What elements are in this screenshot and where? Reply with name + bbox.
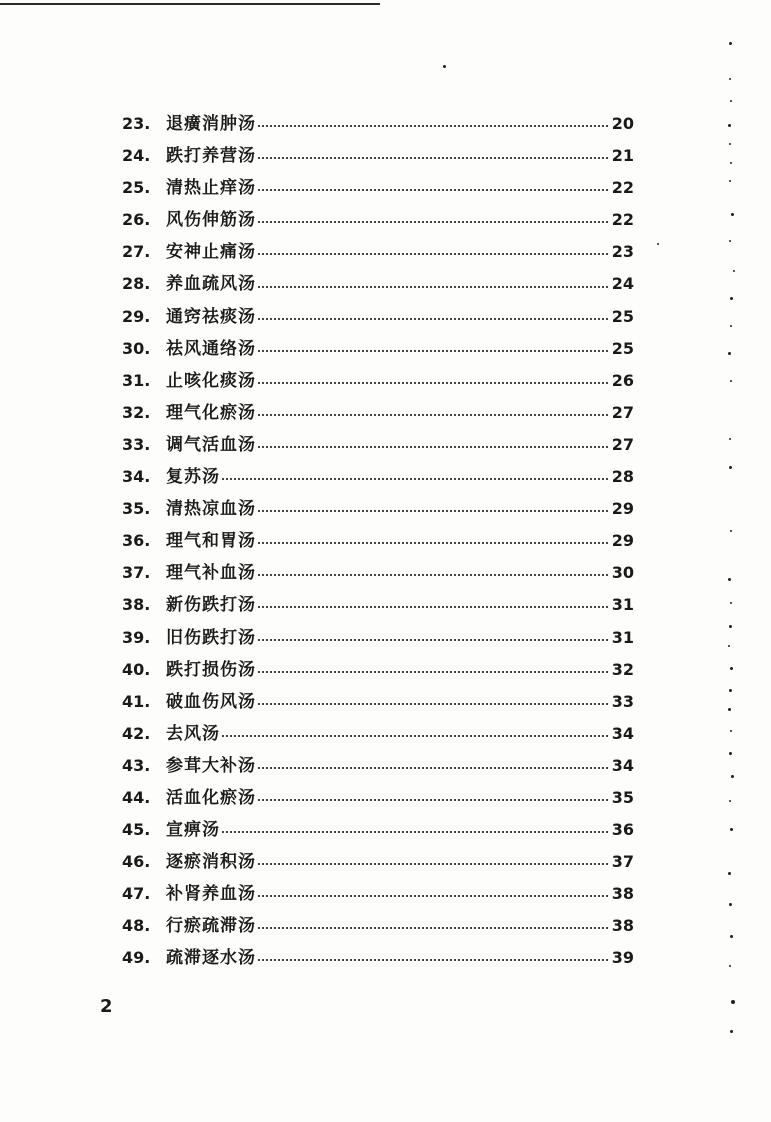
toc-entry-title: 疏滞逐水汤: [166, 948, 256, 969]
dot-leader: [258, 286, 608, 288]
toc-entry-title: 破血伤风汤: [166, 691, 256, 712]
toc-entry: [122, 108, 634, 140]
toc-entry-page: 23: [611, 242, 634, 262]
scan-speck: [728, 124, 731, 127]
toc-entry-number: 47.: [122, 884, 151, 904]
toc-entry-page: 27: [611, 402, 634, 422]
toc-entry-page: 22: [611, 178, 634, 198]
toc-entry: [122, 172, 634, 204]
dot-leader: [258, 414, 608, 416]
scan-speck: [730, 100, 732, 102]
toc-entry: [122, 268, 634, 300]
dot-leader: [222, 831, 608, 833]
scan-speck: [729, 42, 732, 45]
toc-entry-page: 38: [611, 884, 634, 904]
dot-leader: [258, 959, 608, 961]
scan-speck: [729, 752, 732, 755]
scan-speck: [729, 965, 731, 967]
dot-leader: [222, 735, 608, 737]
toc-entry-title: 参茸大补汤: [166, 755, 256, 776]
scan-speck: [729, 180, 731, 182]
toc-entry-number: 44.: [122, 787, 151, 807]
toc-entry-page: 21: [611, 146, 634, 166]
toc-entry: [122, 878, 634, 910]
dot-leader: [258, 382, 608, 384]
dot-leader: [258, 639, 608, 641]
scan-speck: [730, 162, 732, 164]
scan-speck: [657, 243, 659, 245]
top-rule: [0, 3, 380, 5]
scan-speck: [728, 708, 731, 711]
scan-speck: [729, 78, 731, 80]
toc-entry-page: 37: [611, 852, 634, 872]
toc-entry: [122, 910, 634, 942]
toc-entry-number: 33.: [122, 434, 151, 454]
dot-leader: [258, 350, 608, 352]
dot-leader: [258, 253, 608, 255]
toc-entry: [122, 782, 634, 814]
toc-entry-page: 22: [611, 210, 634, 230]
toc-entry-title: 复苏汤: [166, 467, 220, 488]
toc-entry-title: 调气活血汤: [166, 434, 256, 455]
page-number: 2: [100, 996, 113, 1017]
scan-speck: [731, 213, 734, 216]
toc-entry-page: 39: [611, 948, 634, 968]
toc-entry-number: 30.: [122, 338, 151, 358]
toc-entry-page: 29: [611, 531, 634, 551]
toc-entry: [122, 846, 634, 878]
toc-entry-number: 49.: [122, 948, 151, 968]
scan-speck: [729, 903, 732, 906]
toc-entry-page: 24: [611, 274, 634, 294]
toc-entry-number: 23.: [122, 114, 151, 133]
toc-entry-number: 24.: [122, 146, 151, 166]
scan-speck: [730, 828, 733, 831]
toc-entry-title: 安神止痛汤: [166, 242, 256, 263]
scan-speck: [730, 935, 733, 938]
dot-leader: [258, 574, 608, 576]
toc-entry: [122, 718, 634, 750]
toc-entry: [122, 654, 634, 686]
toc-entry-number: 29.: [122, 306, 151, 326]
toc-entry-title: 行瘀疏滞汤: [166, 916, 256, 937]
scan-speck: [729, 438, 731, 440]
toc-entry: [122, 204, 634, 236]
scan-speck: [729, 143, 731, 145]
toc-entry-page: 20: [611, 114, 634, 133]
toc-entry-number: 39.: [122, 627, 151, 647]
scan-speck: [730, 530, 732, 532]
toc-entry-title: 逐瘀消积汤: [166, 852, 256, 873]
toc-entry: [122, 814, 634, 846]
toc-entry-page: 33: [611, 691, 634, 711]
scan-speck: [730, 1030, 733, 1033]
toc-entry-title: 清热凉血汤: [166, 499, 256, 520]
toc-entry-number: 46.: [122, 852, 151, 872]
toc-entry-number: 34.: [122, 467, 151, 487]
toc-entry-title: 通窍祛痰汤: [166, 306, 256, 327]
scan-speck: [728, 578, 731, 581]
toc-entry: [122, 525, 634, 557]
dot-leader: [258, 446, 608, 448]
toc-entry-title: 补肾养血汤: [166, 884, 256, 905]
scan-speck: [729, 800, 731, 802]
toc-entry-number: 32.: [122, 402, 151, 422]
dot-leader: [258, 189, 608, 191]
dot-leader: [222, 478, 608, 480]
dot-leader: [258, 863, 608, 865]
toc-entry-page: 29: [611, 499, 634, 519]
scan-speck: [729, 625, 732, 628]
toc-entry-title: 新伤跌打汤: [166, 595, 256, 616]
toc-entry-number: 42.: [122, 723, 151, 743]
toc-entry-page: 35: [611, 787, 634, 807]
toc-entry: [122, 750, 634, 782]
toc-entry-page: 31: [611, 627, 634, 647]
toc-entry-page: 36: [611, 820, 634, 840]
toc-entry-page: 30: [611, 563, 634, 583]
dot-leader: [258, 125, 608, 127]
toc-entry: [122, 140, 634, 172]
dot-leader: [258, 895, 608, 897]
toc-entry: [122, 557, 634, 589]
toc-entry-page: 31: [611, 595, 634, 615]
dot-leader: [258, 799, 608, 801]
scan-speck: [731, 775, 734, 778]
scan-speck: [731, 1000, 735, 1004]
toc-entry-number: 48.: [122, 916, 151, 936]
dot-leader: [258, 157, 608, 159]
toc-entry-page: 25: [611, 338, 634, 358]
table-of-contents: [122, 108, 634, 975]
toc-entry: [122, 942, 634, 974]
toc-entry-title: 理气和胃汤: [166, 531, 256, 552]
toc-entry-number: 37.: [122, 563, 151, 583]
toc-entry-title: 祛风通络汤: [166, 338, 256, 359]
toc-entry: [122, 493, 634, 525]
toc-entry-number: 28.: [122, 274, 151, 294]
toc-entry-title: 清热止痒汤: [166, 178, 256, 199]
toc-entry-title: 退癀消肿汤: [166, 114, 256, 134]
toc-entry-page: 34: [611, 723, 634, 743]
dot-leader: [258, 318, 608, 320]
toc-entry-number: 38.: [122, 595, 151, 615]
scan-speck: [728, 352, 731, 355]
scan-speck: [733, 270, 735, 272]
scan-speck: [730, 602, 732, 604]
toc-entry-number: 43.: [122, 755, 151, 775]
toc-entry: [122, 236, 634, 268]
toc-entry-page: 27: [611, 434, 634, 454]
scan-speck: [730, 325, 732, 327]
toc-entry-title: 止咳化痰汤: [166, 370, 256, 391]
scan-speck: [729, 240, 731, 242]
scan-speck: [730, 297, 733, 300]
toc-entry-page: 38: [611, 916, 634, 936]
toc-entry-page: 32: [611, 659, 634, 679]
dot-leader: [258, 767, 608, 769]
toc-entry-title: 理气化瘀汤: [166, 402, 256, 423]
toc-entry-page: 26: [611, 370, 634, 390]
dot-leader: [258, 703, 608, 705]
toc-entry-title: 理气补血汤: [166, 563, 256, 584]
toc-entry-number: 31.: [122, 370, 151, 390]
toc-entry-title: 跌打养营汤: [166, 146, 256, 167]
toc-entry: [122, 301, 634, 333]
scan-speck: [730, 667, 733, 670]
scan-speck: [730, 730, 732, 732]
scan-speck: [443, 65, 446, 68]
scan-speck: [728, 645, 730, 647]
scan-speck: [729, 689, 732, 692]
toc-entry-page: 28: [611, 467, 634, 487]
toc-entry: [122, 461, 634, 493]
toc-entry: [122, 429, 634, 461]
toc-entry-number: 45.: [122, 820, 151, 840]
toc-entry-title: 旧伤跌打汤: [166, 627, 256, 648]
dot-leader: [258, 221, 608, 223]
toc-entry: [122, 589, 634, 621]
toc-entry: [122, 686, 634, 718]
toc-entry-number: 36.: [122, 531, 151, 551]
toc-entry: [122, 365, 634, 397]
toc-entry-number: 26.: [122, 210, 151, 230]
toc-entry-title: 活血化瘀汤: [166, 787, 256, 808]
toc-entry-title: 宣痹汤: [166, 820, 220, 841]
dot-leader: [258, 606, 608, 608]
scan-speck: [728, 872, 731, 875]
toc-entry-title: 养血疏风汤: [166, 274, 256, 295]
toc-entry-page: 25: [611, 306, 634, 326]
toc-entry-title: 跌打损伤汤: [166, 659, 256, 680]
toc-entry-title: 去风汤: [166, 723, 220, 744]
toc-entry-number: 40.: [122, 659, 151, 679]
toc-entry-number: 35.: [122, 499, 151, 519]
toc-entry-page: 34: [611, 755, 634, 775]
toc-entry-number: 41.: [122, 691, 151, 711]
dot-leader: [258, 671, 608, 673]
toc-entry: [122, 622, 634, 654]
scan-speck: [729, 466, 732, 469]
toc-entry-number: 27.: [122, 242, 151, 262]
dot-leader: [258, 927, 608, 929]
dot-leader: [258, 510, 608, 512]
toc-entry: [122, 397, 634, 429]
toc-entry-number: 25.: [122, 178, 151, 198]
scan-speck: [730, 380, 732, 382]
toc-entry: [122, 333, 634, 365]
dot-leader: [258, 542, 608, 544]
toc-entry-title: 风伤伸筋汤: [166, 210, 256, 231]
